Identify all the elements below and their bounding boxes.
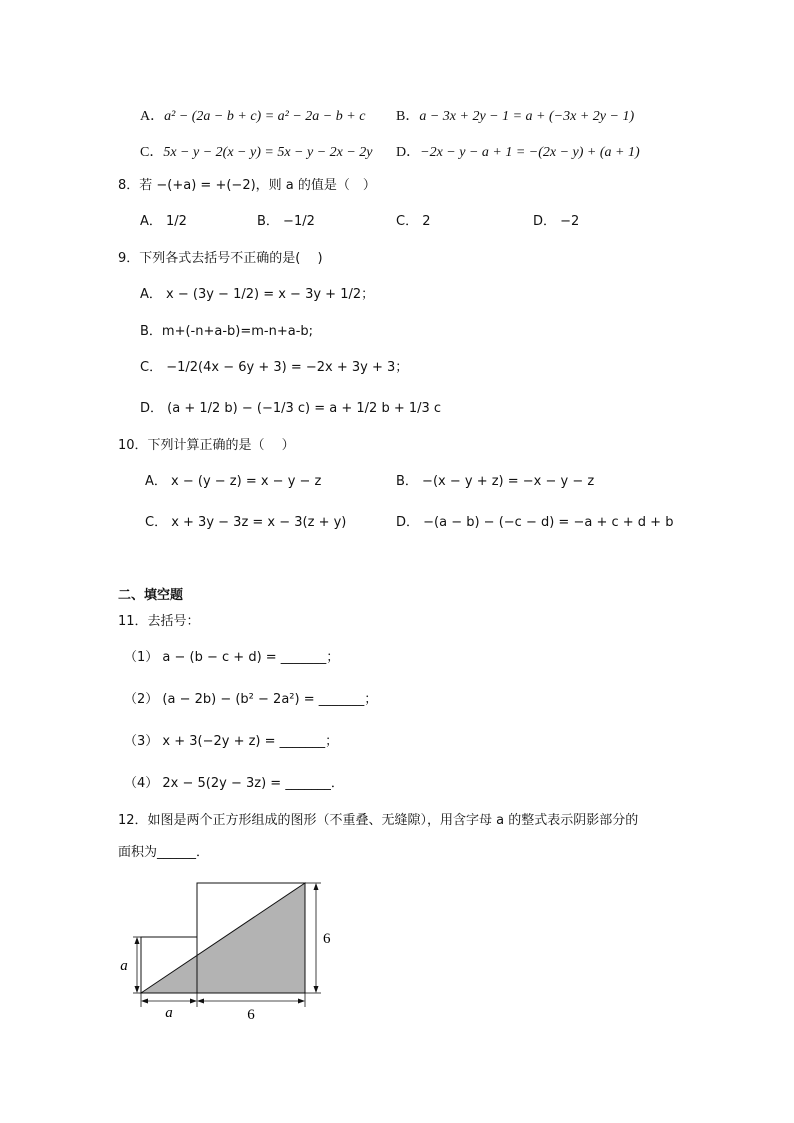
q7-option-b: B．a − 3x + 2y − 1 = a + (−3x + 2y − 1) <box>396 109 635 124</box>
q11-part-3: （3） x + 3(−2y + z) = _______； <box>124 734 339 749</box>
q9-option-b: B．m+(-n+a-b)=m-n+a-b; <box>140 324 314 339</box>
q11-part-2: （2） (a − 2b) − (b² − 2a²) = _______； <box>124 692 378 707</box>
q8-option-d: D． −2 <box>533 214 580 229</box>
q7-option-a: A．a² − (2a − b + c) = a² − 2a − b + c <box>140 109 366 124</box>
q7-option-d: D．−2x − y − a + 1 = −(2x − y) + (a + 1) <box>396 145 640 160</box>
q8-option-c: C． 2 <box>396 214 431 229</box>
q10-option-c: C． x + 3y − 3z = x − 3(z + y) <box>145 515 347 530</box>
label-a-left: a <box>120 958 128 974</box>
q10-option-a: A． x − (y − z) = x − y − z <box>145 474 322 489</box>
q9-option-d: D． (a + 1/2 b) − (−1/3 c) = a + 1/2 b + 1/3 c <box>140 401 442 416</box>
q11-stem: 11．去括号： <box>118 614 200 629</box>
label-a-bottom: a <box>165 1005 173 1021</box>
q12-stem-line-2: 面积为______． <box>118 845 210 860</box>
q11-part-4: （4） 2x − 5(2y − 3z) = _______． <box>124 776 344 791</box>
label-6-bottom: 6 <box>247 1007 255 1023</box>
q10-stem: 10．下列计算正确的是（ ） <box>118 438 295 453</box>
q12-stem-line-1: 12．如图是两个正方形组成的图形（不重叠、无缝隙），用含字母 a 的整式表示阴影部分的 <box>118 813 639 828</box>
section-title-fill-in: 二、填空题 <box>118 588 184 603</box>
q12-figure <box>115 875 355 1025</box>
label-6-right: 6 <box>323 931 331 947</box>
q8-stem: 8．若 −(+a) = +(−2)，则 a 的值是（ ） <box>118 178 376 193</box>
q7-option-c: C．5x − y − 2(x − y) = 5x − y − 2x − 2y <box>140 145 373 160</box>
q9-option-a: A． x − (3y − 1/2) = x − 3y + 1/2； <box>140 287 375 302</box>
q11-part-1: （1） a − (b − c + d) = _______； <box>124 650 340 665</box>
q10-option-b: B． −(x − y + z) = −x − y − z <box>396 474 595 489</box>
q9-option-c: C． −1/2(4x − 6y + 3) = −2x + 3y + 3； <box>140 360 409 375</box>
q8-option-b: B． −1/2 <box>257 214 315 229</box>
q8-option-a: A． 1/2 <box>140 214 187 229</box>
q10-option-d: D． −(a − b) − (−c − d) = −a + c + d + b <box>396 515 674 530</box>
shaded-triangle <box>141 883 305 993</box>
q9-stem: 9．下列各式去括号不正确的是( ) <box>118 251 323 266</box>
